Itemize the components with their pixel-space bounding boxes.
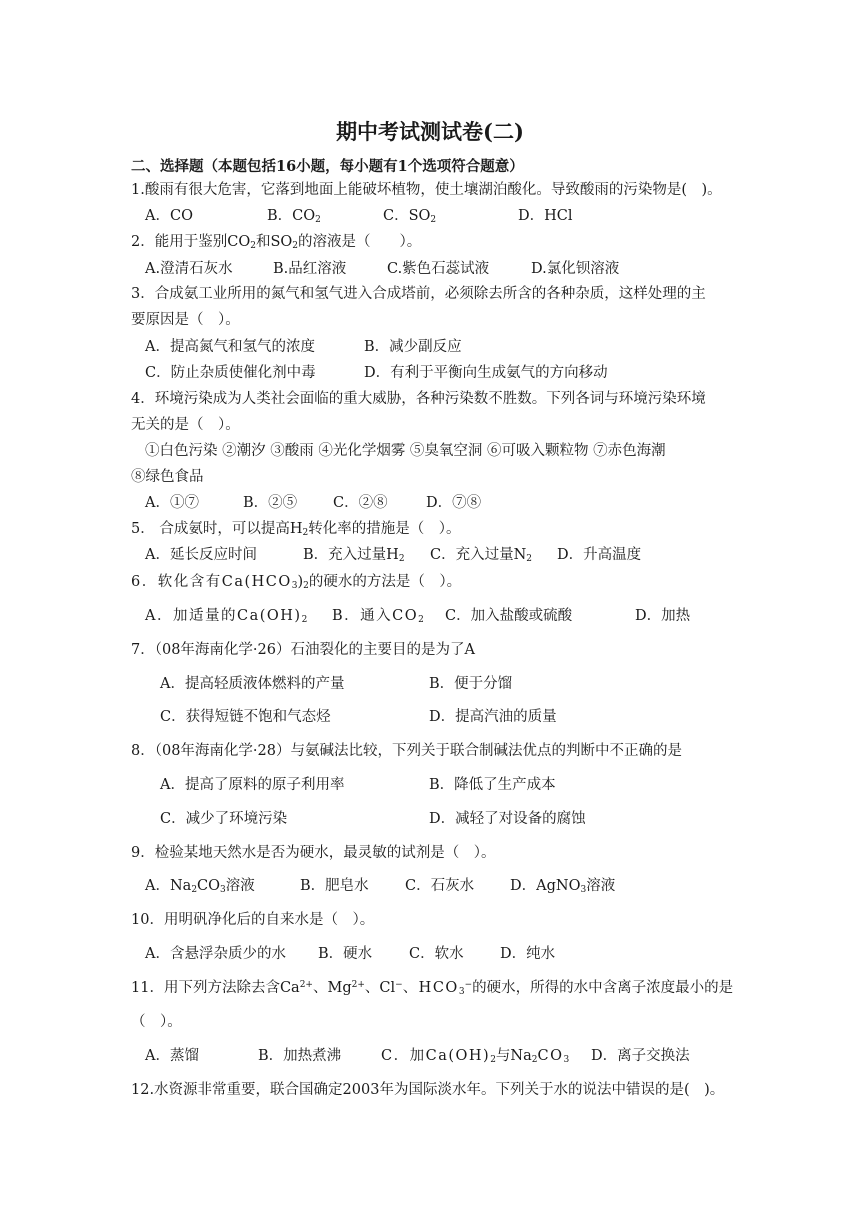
question-11-stem-line1: 11．用下列方法除去含$Ca^{2+}$、$Mg^{2+}$、Cl−、$HCO_3^-$的硬水，所得的水中含离子浓度最小的是 xyxy=(131,980,734,997)
q7-option-c: C．获得短链不饱和气态烃 xyxy=(160,709,331,725)
question-10-stem: 10．用明矾净化后的自来水是（ ）。 xyxy=(131,912,375,928)
q11-option-d: D．离子交换法 xyxy=(591,1048,690,1064)
q8-option-d: D．减轻了对设备的腐蚀 xyxy=(429,811,586,827)
page-title: 期中考试测试卷(二) xyxy=(336,119,524,144)
q10-option-d: D．纯水 xyxy=(500,946,556,962)
question-8-stem: 8．（08年海南化学·28）与氨碱法比较，下列关于联合制碱法优点的判断中不正确的是 xyxy=(131,743,682,759)
q6-option-c: C．加入盐酸或硫酸 xyxy=(445,608,573,624)
question-4-list-line2: ⑧绿色食品 xyxy=(131,469,204,485)
q10-option-b: B．硬水 xyxy=(318,946,373,962)
q11-option-b: B．加热煮沸 xyxy=(258,1048,342,1064)
q3-option-c: C．防止杂质使催化剂中毒 xyxy=(145,365,316,381)
q1-option-a: A．CO xyxy=(145,208,193,224)
question-9-stem: 9．检验某地天然水是否为硬水，最灵敏的试剂是（ ）。 xyxy=(131,845,496,861)
q3-option-d: D．有利于平衡向生成氨气的方向移动 xyxy=(364,365,608,381)
question-4-list-line1: ①白色污染 ②潮汐 ③酸雨 ④光化学烟雾 ⑤臭氧空洞 ⑥可吸入颗粒物 ⑦赤色海潮 xyxy=(145,443,666,459)
q2-option-a: A.澄清石灰水 xyxy=(145,261,233,277)
question-12-stem: 12.水资源非常重要，联合国确定2003年为国际淡水年。下列关于水的说法中错误的是( )。 xyxy=(131,1082,725,1098)
question-3-stem-line2: 要原因是（ ）。 xyxy=(131,312,240,328)
q8-option-b: B．降低了生产成本 xyxy=(429,777,556,793)
question-6-stem: 6．软化含有$Ca(HCO_3)_2$的硬水的方法是（ ）。 xyxy=(131,574,462,591)
q7-option-d: D．提高汽油的质量 xyxy=(429,709,557,725)
question-3-stem-line1: 3．合成氨工业所用的氮气和氢气进入合成塔前，必须除去所含的各种杂质，这样处理的主 xyxy=(131,286,706,302)
q4-option-c: C．②⑧ xyxy=(333,495,388,511)
q11-option-c: C．加$Ca(OH)_2$与$Na_2CO_3$ xyxy=(381,1048,570,1065)
q1-option-b: B．$CO_2$ xyxy=(267,208,321,225)
q5-option-d: D．升高温度 xyxy=(557,547,642,563)
q2-option-c: C.紫色石蕊试液 xyxy=(387,261,490,277)
question-5-stem: 5． 合成氨时，可以提高$H_2$转化率的措施是（ ）。 xyxy=(131,521,461,538)
q8-option-a: A．提高了原料的原子利用率 xyxy=(160,777,345,793)
q2-option-d: D.氯化钡溶液 xyxy=(531,261,620,277)
q3-option-b: B．减少副反应 xyxy=(364,339,462,355)
q1-option-c: C．$SO_2$ xyxy=(383,208,437,225)
question-11-stem-line2: （ ）。 xyxy=(131,1014,182,1030)
q6-option-b: B．通入$CO_2$ xyxy=(332,608,424,625)
q2-option-b: B.品红溶液 xyxy=(273,261,347,277)
q5-option-a: A．延长反应时间 xyxy=(145,547,257,563)
q5-option-b: B．充入过量$H_2$ xyxy=(303,547,405,564)
question-1-stem: 1.酸雨有很大危害，它落到地面上能破坏植物，使土壤湖泊酸化。导致酸雨的污染物是( )。 xyxy=(131,182,722,198)
q1-option-d: D．HCl xyxy=(518,208,573,224)
q4-option-b: B．②⑤ xyxy=(243,495,298,511)
question-4-stem-line2: 无关的是（ ）。 xyxy=(131,417,240,433)
q5-option-c: C．充入过量$N_2$ xyxy=(430,547,533,564)
section-heading: 二、选择题（本题包括16小题，每小题有1个选项符合题意） xyxy=(131,158,524,175)
q6-option-a: A．加适量的$Ca(OH)_2$ xyxy=(145,608,308,625)
q4-option-d: D．⑦⑧ xyxy=(426,495,482,511)
question-7-stem: 7．（08年海南化学·26）石油裂化的主要目的是为了A xyxy=(131,642,475,658)
q9-option-b: B．肥皂水 xyxy=(300,878,369,894)
q7-option-a: A．提高轻质液体燃料的产量 xyxy=(160,676,345,692)
q7-option-b: B．便于分馏 xyxy=(429,676,513,692)
q10-option-a: A．含悬浮杂质少的水 xyxy=(145,946,286,962)
q6-option-d: D．加热 xyxy=(635,608,691,624)
q3-option-a: A．提高氮气和氢气的浓度 xyxy=(145,339,315,355)
q4-option-a: A．①⑦ xyxy=(145,495,199,511)
q9-option-c: C．石灰水 xyxy=(405,878,475,894)
q8-option-c: C．减少了环境污染 xyxy=(160,811,288,827)
question-4-stem-line1: 4．环境污染成为人类社会面临的重大威胁，各种污染数不胜数。下列各词与环境污染环境 xyxy=(131,391,706,407)
q9-option-d: D．AgNO$_3$溶液 xyxy=(510,878,616,895)
q9-option-a: A．$Na_2CO_3$溶液 xyxy=(145,878,255,895)
question-2-stem: 2．能用于鉴别$CO_2$和$SO_2$的溶液是（ ）。 xyxy=(131,234,422,251)
q10-option-c: C．软水 xyxy=(409,946,464,962)
q11-option-a: A．蒸馏 xyxy=(145,1048,199,1064)
